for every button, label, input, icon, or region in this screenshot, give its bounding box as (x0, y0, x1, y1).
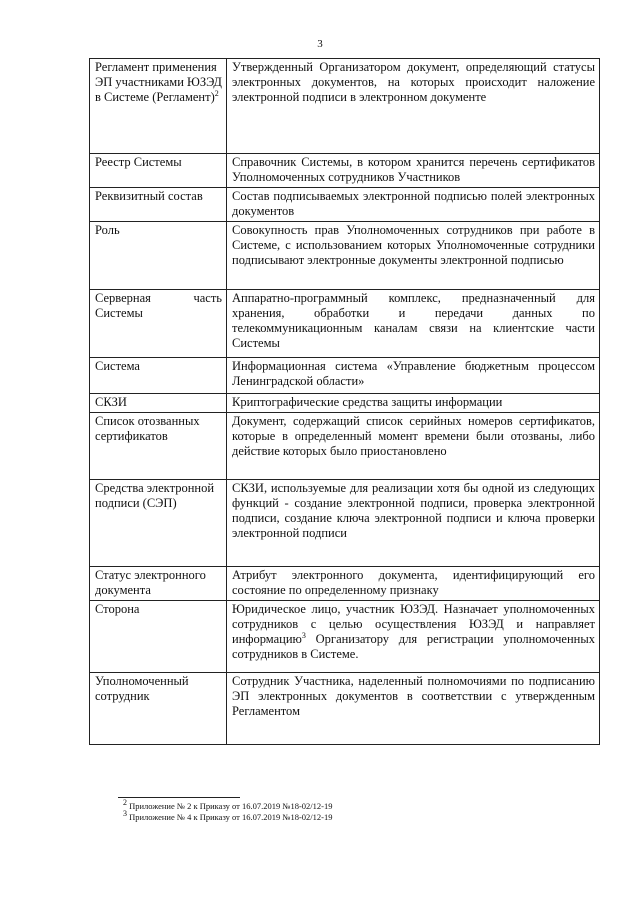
definition-text: Организатору для регистрации уполномоченных сотрудников в Системе. (232, 632, 595, 661)
term-cell: Реестр Системы (90, 154, 227, 188)
term-cell (90, 59, 227, 154)
term-cell: СКЗИ (90, 394, 227, 413)
definition-cell: Состав подписываемых электронной подписью полей электронных документов (227, 188, 600, 222)
definition-cell: Криптографические средства защиты информации (227, 394, 600, 413)
footnote-mark: 2 (123, 798, 127, 808)
table-row (90, 567, 600, 601)
definition-cell: Аппаратно-программный комплекс, предназначенный для хранения, обработки и передачи данных по телекоммуникационным каналам связи на клиентские части Системы (227, 290, 600, 358)
definition-cell: Атрибут электронного документа, идентифицирующий его состояние по определенному признаку (227, 567, 600, 601)
footnote-ref: 2 (214, 88, 219, 98)
term-cell: Список отозванных сертификатов (90, 413, 227, 480)
footnotes (123, 798, 333, 823)
definition-cell: Утвержденный Организатором документ, определяющий статусы электронных документов, на которых происходит наложение электронной подписи в электронном документе (227, 59, 600, 154)
table-row (90, 358, 600, 394)
table-row (90, 480, 600, 567)
definition-cell (227, 601, 600, 673)
footnote-text: Приложение № 2 к Приказу от 16.07.2019 №18-02/12-19 (129, 801, 333, 811)
table-row (90, 188, 600, 222)
table-row (90, 59, 600, 154)
table-row (90, 673, 600, 745)
term-cell: Реквизитный состав (90, 188, 227, 222)
footnote-ref: 3 (301, 630, 306, 640)
table-row (90, 413, 600, 480)
term-cell: Система (90, 358, 227, 394)
footnote-mark: 3 (123, 809, 127, 819)
page-number: 3 (317, 38, 323, 50)
definition-cell: Информационная система «Управление бюджетным процессом Ленинградской области» (227, 358, 600, 394)
table-row (90, 290, 600, 358)
footnote (123, 809, 333, 823)
footnote-text: Приложение № 4 к Приказу от 16.07.2019 №18-02/12-19 (129, 812, 333, 822)
term-cell: Статус электронного документа (90, 567, 227, 601)
definition-cell: Документ, содержащий список серийных номеров сертификатов, которые в определенный момент времени были отозваны, либо действие которых было приостановлено (227, 413, 600, 480)
definition-cell: Справочник Системы, в котором хранится перечень сертификатов Уполномоченных сотрудников Участников (227, 154, 600, 188)
table-row (90, 601, 600, 673)
term-cell: Роль (90, 222, 227, 290)
table-row (90, 222, 600, 290)
term-cell: Сторона (90, 601, 227, 673)
table-row (90, 394, 600, 413)
definition-text: Юридическое лицо, участник ЮЗЭД. Назначает уполномоченных сотрудников с целью осуществления ЮЗЭД и направляет информацию (232, 602, 595, 646)
term-cell: Средства электронной подписи (СЭП) (90, 480, 227, 567)
term-cell: Уполномоченный сотрудник (90, 673, 227, 745)
footnote (123, 798, 333, 812)
table-row (90, 154, 600, 188)
definition-cell: Совокупность прав Уполномоченных сотрудников при работе в Системе, с использованием которых Уполномоченные сотрудники подписывают электронные документы электронной подписью (227, 222, 600, 290)
definition-cell: СКЗИ, используемые для реализации хотя бы одной из следующих функций - создание электронной подписи, проверка электронной подписи, создание ключа электронной подписи и ключа проверки электронной подписи (227, 480, 600, 567)
definition-cell: Сотрудник Участника, наделенный полномочиями по подписанию ЭП электронных документов в соответствии с утвержденным Регламентом (227, 673, 600, 745)
terms-table (89, 58, 600, 745)
footnote-divider (118, 797, 240, 798)
term-text: Регламент применения ЭП участниками ЮЗЭД в Системе (Регламент) (95, 60, 222, 104)
term-cell: Серверная часть Системы (90, 290, 227, 358)
